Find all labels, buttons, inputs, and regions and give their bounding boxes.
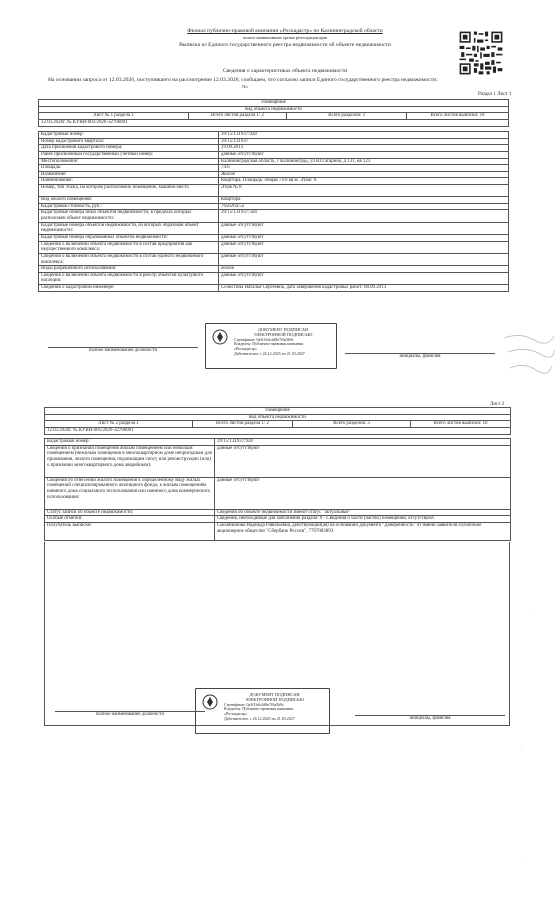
sheet1-row bbox=[39, 197, 509, 204]
sheet1-object-kind: вид объекта недвижимости bbox=[39, 106, 509, 113]
sheet2-special-label: Особые отметки: bbox=[45, 516, 215, 523]
sheet2-sheet-no: Лист № 2 раздела 1 bbox=[45, 421, 193, 428]
sheet2-cadastral-value: 39:15:131937:928 bbox=[215, 439, 511, 446]
sheet1-header-table bbox=[38, 99, 509, 127]
sheet1-sig-position: полное наименование должности bbox=[48, 347, 198, 353]
sheet2-row1-label: Сведения о признании помещения жилым помещением или нежилым помещением (нежилым помещения в многоквартирном доме непригодным для проживания, жилого помещения, подлежащим сносу или реконструкции (или) о признании многоквартирного дома аварийным): bbox=[45, 445, 215, 477]
sheet2-cadastral-label: Кадастровый номер: bbox=[45, 439, 215, 446]
sheet1-row-label: Сведения о включении объекта недвижимости в состав предприятия как имущественного комплекса: bbox=[39, 241, 219, 253]
sheet1-row bbox=[39, 285, 509, 292]
sheet2-row2-value: данные отсутствуют bbox=[215, 477, 511, 509]
sheet2-total-sheets: Всего листов выписки: 10 bbox=[411, 421, 511, 428]
handwritten-scribble bbox=[500, 330, 556, 380]
sheet2-data-table bbox=[44, 438, 511, 541]
stamp1-owner2: «Роскадастр» bbox=[234, 346, 258, 352]
sheet1-row-value: данные отсутствуют bbox=[219, 241, 509, 253]
sheet1-row bbox=[39, 151, 509, 158]
sheet2-status-value: Сведения об объекте недвижимости имеют статус "актуальные" bbox=[215, 509, 511, 516]
sheet1-row-value: данные отсутствуют bbox=[219, 222, 509, 234]
sheet1-row-label: Назначение: bbox=[39, 171, 219, 178]
sheet1-row bbox=[39, 165, 509, 172]
sheet1-row bbox=[39, 241, 509, 253]
request-line: На основании запроса от 12.03.2026, поступившего на рассмотрение 12.03.2026, сообщаем, что согласно записи Единого государственного реестра недвижимости: bbox=[48, 77, 438, 83]
sheet1-row-label: Номер кадастрового квартала: bbox=[39, 138, 219, 145]
scan-mark: · bbox=[520, 745, 522, 751]
sheet1-row-label: Кадастровые номера объектов недвижимости, из которых образован объект недвижимости: bbox=[39, 222, 219, 234]
sheet1-row bbox=[39, 253, 509, 265]
sheet1-row-value: данные отсутствуют bbox=[219, 253, 509, 265]
sheet1-row-label: Вид жилого помещения: bbox=[39, 197, 219, 204]
sheet2-section-sheets: Всего листов раздела 1: 2 bbox=[193, 421, 293, 428]
sheet2-total-sections: Всего разделов: 3 bbox=[293, 421, 411, 428]
sheet1-row-value: данные отсутствуют bbox=[219, 272, 509, 284]
sheet1-row-value: Этаж № 8 bbox=[219, 185, 509, 197]
document-title: Выписка из Единого государственного реестра недвижимости об объекте недвижимости bbox=[179, 42, 391, 49]
sheet2-sheet-label: Лист 2 bbox=[490, 402, 505, 407]
org-sub: полное наименование органа регистрации прав bbox=[242, 34, 328, 40]
qr-code bbox=[458, 30, 504, 76]
sheet1-row-value: 39:15:131937:928 bbox=[219, 132, 509, 139]
sheet2-special-value: Сведения, необходимые для заполнения раздела: 9 - Сведения о части (частях) помещения, отсутствуют. bbox=[215, 516, 511, 523]
sheet1-row-value: 39:15:131937:504 bbox=[219, 210, 509, 222]
sheet1-row-label: Кадастровые номера иных объектов недвижимости, в пределах которых расположен объект недвижимости: bbox=[39, 210, 219, 222]
sheet1-row-value: 19.09.2013 bbox=[219, 145, 509, 152]
sheet1-row-value: Селистина Наталья Сергеевна, дата завершения кадастровых работ: 08.09.2013 bbox=[219, 285, 509, 292]
sheet1-row bbox=[39, 272, 509, 284]
stamp2-cert: Сертификат: 0a3f1b4c2d8e7f6a5b9c bbox=[224, 701, 285, 707]
sheet1-row-label: Сведения о включении объекта недвижимости в состав единого недвижимого комплекса: bbox=[39, 253, 219, 265]
sheet1-row bbox=[39, 222, 509, 234]
sheet2-recipient-label: Получатель выписки: bbox=[45, 522, 215, 540]
sheet1-row-label: Номер, тип этажа, на котором расположено помещение, машино-место bbox=[39, 185, 219, 197]
sheet1-row bbox=[39, 210, 509, 222]
sheet1-row-label: Кадастровая стоимость, руб.: bbox=[39, 203, 219, 210]
sheet1-row-label: Местоположение: bbox=[39, 158, 219, 165]
emblem-icon bbox=[212, 329, 228, 345]
stamp1-title2: ЭЛЕКТРОННОЙ ПОДПИСЬЮ bbox=[253, 332, 313, 338]
sheet1-row bbox=[39, 178, 509, 185]
sheet1-row-value: 39:15:131937 bbox=[219, 138, 509, 145]
sheet1-doc-no: 12.03.2026г. № КУВИ-001/2026-32766001 bbox=[39, 119, 509, 126]
sheet1-row bbox=[39, 171, 509, 178]
sheet1-object-type: Помещение bbox=[39, 100, 509, 107]
sheet1-row-value: Калининградская область, г Калининград, ул Ю.Гагарина, д 131, кв 123 bbox=[219, 158, 509, 165]
sheet1-total-sheets: Всего листов выписки: 10 bbox=[407, 113, 509, 120]
sheet1-row bbox=[39, 185, 509, 197]
sheet1-row-value: 74.6 bbox=[219, 165, 509, 172]
sheet1-row-value: Жилое bbox=[219, 171, 509, 178]
sheet1-row-label: Виды разрешенного использования: bbox=[39, 266, 219, 273]
org-name: Филиал публично-правовой компании «Роскадастр» по Калининградской области bbox=[187, 28, 383, 34]
subtitle: Сведения о характеристиках объекта недвижимости bbox=[222, 68, 348, 74]
sheet1-row bbox=[39, 138, 509, 145]
sheet2-doc-no: 12.03.2026г. № КУВИ-001/2026-32766001 bbox=[45, 427, 511, 434]
sheet1-sheet-no: Лист № 1 раздела 1 bbox=[39, 113, 189, 120]
sheet2-object-type: Помещение bbox=[45, 408, 511, 415]
sheet1-row-label: Дата присвоения кадастрового номера: bbox=[39, 145, 219, 152]
sheet1-row-value: 7656264.52 bbox=[219, 203, 509, 210]
sheet1-row-label: Наименование: bbox=[39, 178, 219, 185]
sheet2-object-kind: вид объекта недвижимости bbox=[45, 414, 511, 421]
stamp1-owner: Владелец: Публично-правовая компания bbox=[234, 341, 304, 347]
sheet1-row-value: жилое bbox=[219, 266, 509, 273]
sheet1-row-label: Кадастровый номер: bbox=[39, 132, 219, 139]
sheet2-header-table bbox=[44, 407, 511, 435]
sheet1-row-label: Сведения о кадастровом инженере: bbox=[39, 285, 219, 292]
section-1-sheet-label: Раздел 1 Лист 1 bbox=[478, 92, 512, 97]
sheet2-row1-value: данные отсутствуют bbox=[215, 445, 511, 477]
mark-no: Nо bbox=[242, 84, 248, 89]
sheet1-row bbox=[39, 132, 509, 139]
stamp2-title2: ЭЛЕКТРОННОЙ ПОДПИСЬЮ bbox=[245, 697, 304, 703]
stamp2-valid: Действителен: с 26.12.2025 по 21.03.2027 bbox=[224, 715, 295, 721]
sheet1-sig-name: инициалы, фамилия bbox=[345, 353, 495, 359]
sheet2-sig-position: полное наименование должности bbox=[55, 711, 205, 717]
stamp2-title: ДОКУМЕНТ ПОДПИСАН bbox=[249, 692, 300, 697]
sheet1-total-sections: Всего разделов: 3 bbox=[287, 113, 407, 120]
stamp1-valid: Действителен: с 26.12.2025 по 21.03.2027 bbox=[234, 350, 305, 356]
sheet1-row-label: Сведения о включении объекта недвижимости в реестр объектов культурного наследия: bbox=[39, 272, 219, 284]
sheet2-status-label: Статус записи об объекте недвижимости: bbox=[45, 509, 215, 516]
e-signature-stamp-2 bbox=[195, 688, 330, 734]
stamp1-title: ДОКУМЕНТ ПОДПИСАН bbox=[257, 327, 309, 332]
emblem-icon bbox=[202, 694, 218, 710]
e-signature-stamp-1 bbox=[205, 323, 337, 369]
sheet1-row-label: Площадь: bbox=[39, 165, 219, 172]
stamp1-cert: Сертификат: 0a3f1b4c2d8e7f6a5b9c bbox=[234, 336, 295, 342]
stamp2-owner: Владелец: Публично-правовая компания bbox=[224, 706, 294, 712]
sheet1-data-table bbox=[38, 131, 509, 292]
stamp2-owner2: «Роскадастр» bbox=[224, 711, 248, 717]
sheet1-row-value: Квартира bbox=[219, 197, 509, 204]
sheet1-section-sheets: Всего листов раздела 1: 2 bbox=[189, 113, 287, 120]
scan-mark: · bbox=[524, 855, 526, 861]
sheet2-recipient-value: Смолянинова Надежда Равильевна, действующий(ая) на основании документа "Доверенность" от имени заявителя Публичное акционерное общество "Сбербанк России", 7707083893 bbox=[215, 522, 511, 540]
sheet1-row bbox=[39, 266, 509, 273]
sheet1-row bbox=[39, 203, 509, 210]
sheet1-row bbox=[39, 234, 509, 241]
sheet2-sig-name: инициалы, фамилия bbox=[355, 715, 505, 721]
sheet1-row-value: Квартира. Площадь: общая 74.6 кв.м. Этаж: 8. bbox=[219, 178, 509, 185]
sheet1-row-value: данные отсутствуют bbox=[219, 151, 509, 158]
sheet2-row2-label: Сведения об отнесении жилого помещения к определенному виду жилых помещений специализированного жилищного фонда, к жилым помещениям наемного дома социального использования или наемного дома коммерческого использования: bbox=[45, 477, 215, 509]
sheet1-row bbox=[39, 158, 509, 165]
sheet1-row-label: Ранее присвоенный государственный учетный номер: bbox=[39, 151, 219, 158]
sheet1-row-value: данные отсутствуют bbox=[219, 234, 509, 241]
header-block bbox=[150, 28, 420, 49]
sheet1-row-label: Кадастровые номера образованных объектов недвижимости: bbox=[39, 234, 219, 241]
sheet1-row bbox=[39, 145, 509, 152]
scan-mark: · bbox=[530, 612, 532, 618]
